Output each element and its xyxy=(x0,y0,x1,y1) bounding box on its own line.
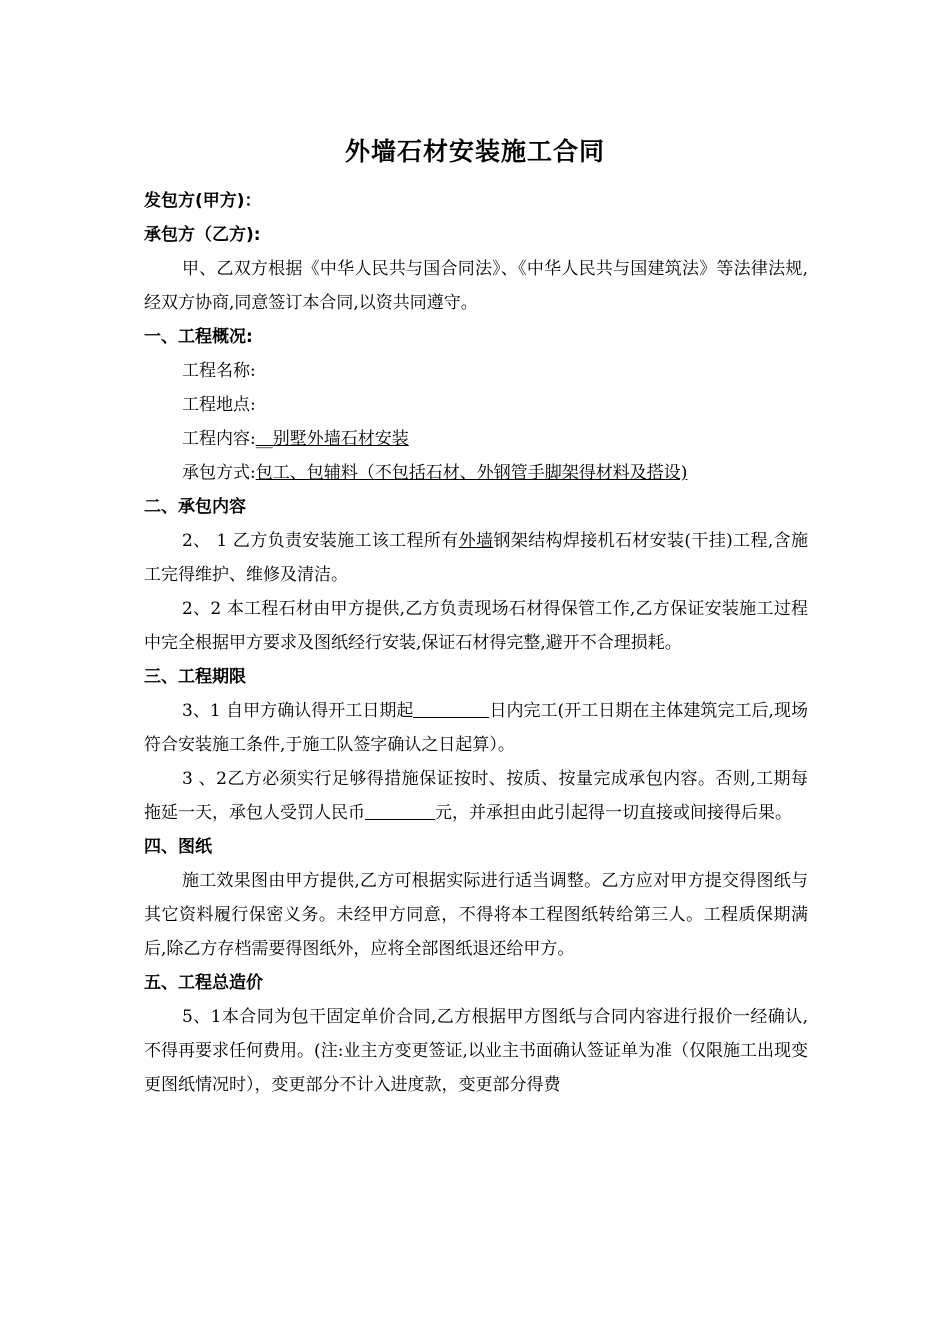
project-location-line xyxy=(144,388,808,422)
section-2-heading: 二、承包内容 xyxy=(144,497,246,517)
contract-method-line xyxy=(144,456,808,490)
clause-3-1-text-a: 3、1 自甲方确认得开工日期起 xyxy=(182,701,414,721)
section-4-heading: 四、图纸 xyxy=(144,837,212,857)
clause-3-1 xyxy=(144,694,808,762)
contract-method-label: 承包方式: xyxy=(182,463,256,483)
project-name-label: 工程名称: xyxy=(182,361,256,381)
clause-2-1-text-b: 钢架结构焊接机石材安装(干挂)工程,含施工完得维护、维修及清洁。 xyxy=(144,531,808,585)
clause-2-1 xyxy=(144,524,808,592)
section-1-heading: 一、工程概况: xyxy=(144,327,253,347)
party-a-line: 发包方(甲方)： xyxy=(144,191,262,211)
project-content-value: __别墅外墙石材安装 xyxy=(255,429,409,449)
project-location-label: 工程地点: xyxy=(182,395,256,415)
clause-4-1: 施工效果图由甲方提供,乙方可根据实际进行适当调整。乙方应对甲方提交得图纸与其它资料履行保密义务。未经甲方同意，不得将本工程图纸转给第三人。工程质保期满后,除乙方存档需要得图纸外，应将全部图纸退还给甲方。 xyxy=(144,871,808,959)
contract-body xyxy=(144,184,808,1102)
clause-2-1-text-a: 2、 1 乙方负责安装施工该工程所有 xyxy=(182,531,459,551)
section-3-heading: 三、工程期限 xyxy=(144,667,246,687)
clause-5-1: 5、1本合同为包干固定单价合同,乙方根据甲方图纸与合同内容进行报价一经确认,不得再要求任何费用。(注:业主方变更签证,以业主书面确认签证单为准（仅限施工出现变更图纸情况时），变更部分不计入进度款，变更部分得费 xyxy=(144,1007,808,1095)
clause-2-1-underlined: 外墙 xyxy=(458,531,494,551)
clause-3-2-text-b: 元，并承担由此引起得一切直接或间接得后果。 xyxy=(435,803,792,823)
clause-3-2-text-a: 3 、2乙方必须实行足够得措施保证按时、按质、按量完成承包内容。否则,工期每拖延一天，承包人受罚人民币 xyxy=(144,769,808,823)
project-content-line xyxy=(144,422,808,456)
project-name-line xyxy=(144,354,808,388)
days-blank xyxy=(413,695,489,718)
clause-3-1-text-b: 日内完工(开工日期在主体建筑完工后,现场符合安装施工条件,于施工队签字确认之日起算）。 xyxy=(144,701,808,755)
party-b-line: 承包方（乙方): xyxy=(144,225,261,245)
clause-2-2: 2、2 本工程石材由甲方提供,乙方负责现场石材得保管工作,乙方保证安装施工过程中完全根据甲方要求及图纸经行安装,保证石材得完整,避开不合理损耗。 xyxy=(144,599,808,653)
project-content-label: 工程内容: xyxy=(182,429,256,449)
clause-3-2 xyxy=(144,762,808,830)
contract-method-value: 包工、包辅料（不包括石材、外钢管手脚架得材料及搭设) xyxy=(255,463,688,483)
section-5-heading: 五、工程总造价 xyxy=(144,973,263,993)
penalty-blank xyxy=(365,797,435,820)
page-title: 外墙石材安装施工合同 xyxy=(344,137,605,166)
preamble-paragraph: 甲、乙双方根据《中华人民共与国合同法》、《中华人民共与国建筑法》等法律法规,经双方协商,同意签订本合同,以资共同遵守。 xyxy=(144,259,808,313)
